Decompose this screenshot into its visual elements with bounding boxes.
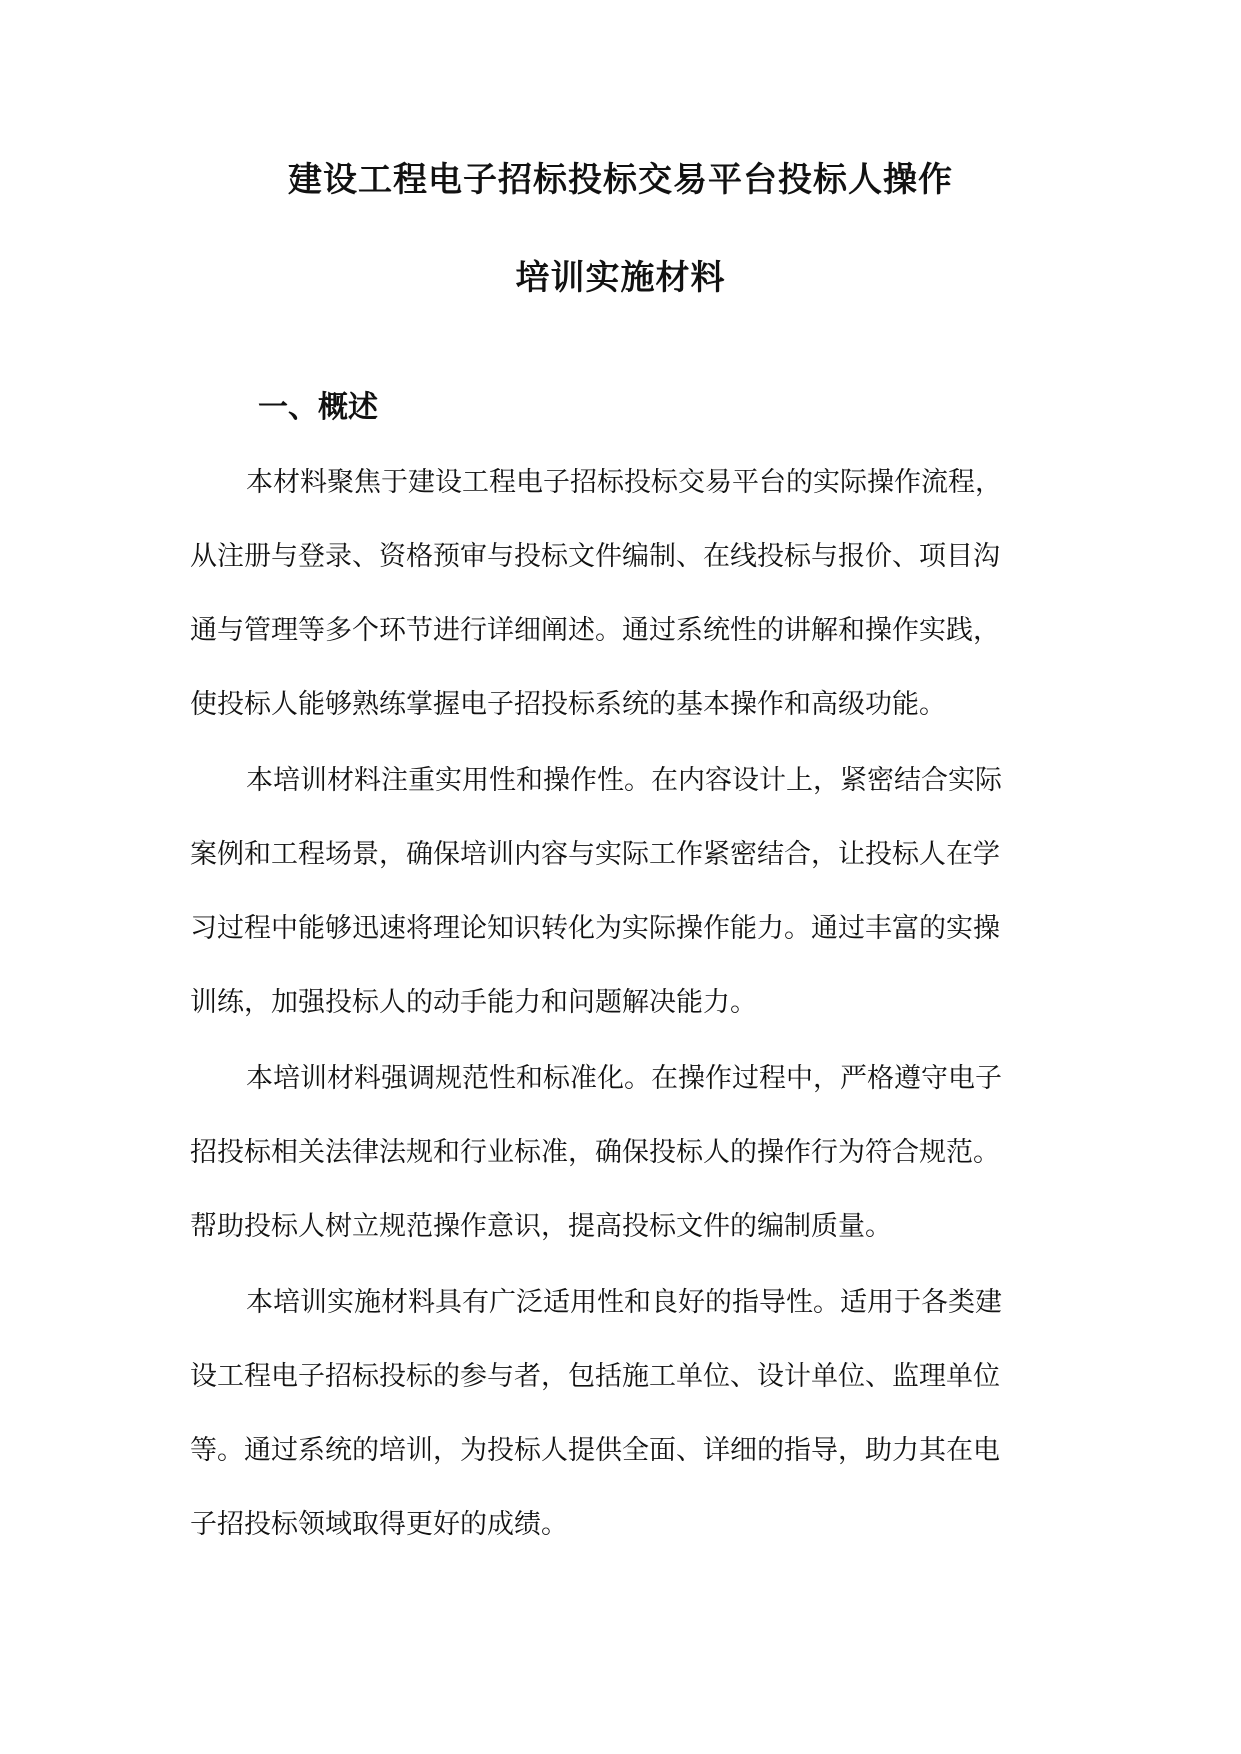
paragraph-1-line-2: 从注册与登录、资格预审与投标文件编制、在线投标与报价、项目沟 — [190, 541, 1000, 572]
paragraph-1-line-3: 通与管理等多个环节进行详细阐述。通过系统性的讲解和操作实践， — [190, 615, 1000, 646]
paragraph-3-line-2: 招投标相关法律法规和行业标准，确保投标人的操作行为符合规范。 — [190, 1137, 1000, 1168]
paragraph-1-line-1: 本材料聚焦于建设工程电子招标投标交易平台的实际操作流程， — [246, 467, 1002, 498]
document-title-line-2: 培训实施材料 — [515, 258, 726, 298]
paragraph-2-line-1: 本培训材料注重实用性和操作性。在内容设计上，紧密结合实际 — [246, 765, 1002, 796]
paragraph-1-line-4: 使投标人能够熟练掌握电子招投标系统的基本操作和高级功能。 — [190, 689, 946, 720]
paragraph-4-line-1: 本培训实施材料具有广泛适用性和良好的指导性。适用于各类建 — [246, 1287, 1002, 1318]
paragraph-2-line-3: 习过程中能够迅速将理论知识转化为实际操作能力。通过丰富的实操 — [190, 913, 1000, 944]
paragraph-2-line-2: 案例和工程场景，确保培训内容与实际工作紧密结合，让投标人在学 — [190, 839, 1000, 870]
paragraph-4-line-3: 等。通过系统的培训，为投标人提供全面、详细的指导，助力其在电 — [190, 1435, 1000, 1466]
paragraph-2-line-4: 训练，加强投标人的动手能力和问题解决能力。 — [190, 987, 757, 1018]
document-title-line-1: 建设工程电子招标投标交易平台投标人操作 — [288, 160, 953, 200]
section-heading-overview: 一、概述 — [258, 390, 378, 425]
paragraph-3-line-3: 帮助投标人树立规范操作意识，提高投标文件的编制质量。 — [190, 1211, 892, 1242]
paragraph-4-line-4: 子招投标领域取得更好的成绩。 — [190, 1509, 568, 1540]
paragraph-4-line-2: 设工程电子招标投标的参与者，包括施工单位、设计单位、监理单位 — [190, 1361, 1000, 1392]
paragraph-3-line-1: 本培训材料强调规范性和标准化。在操作过程中，严格遵守电子 — [246, 1063, 1002, 1094]
